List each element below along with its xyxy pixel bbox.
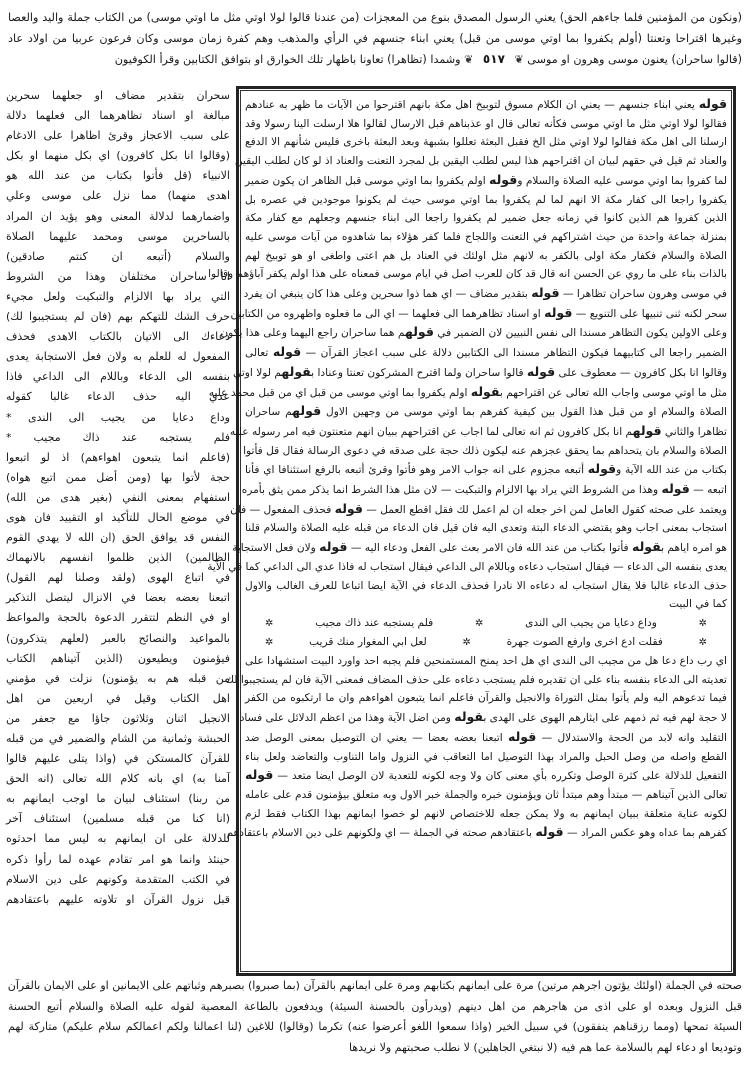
text-line: فيما تدعوهم اليه ولم يأتوا بمثل التوراة والانجيل والقرآن فاعلم انما يتبعون اهواءهم وان ما ارتكبوه من الكفر: [245, 692, 727, 705]
keyword-qawluhu: قوله: [535, 824, 564, 840]
keyword-qawluhu: قوله: [526, 363, 556, 379]
hemistich: فقلت ادع اخرى وارفع الصوت جهرة: [506, 635, 663, 648]
text-line: في الكتب المتقدمة وكونهم على دين الاسلام: [6, 872, 230, 886]
top-commentary: [8, 8, 742, 71]
text-line: تظاهرا والثاني قولهم انا بكل كافرون ثم انه تعالى لما اجاب عن اقتراحهم ببيان انهم متعنتون فيه امر رسوله عليه: [229, 422, 727, 438]
text-line: لا حجة لهم فيه ثم ذمهم على ايثارهم الهوى على الهدى بقوله ومن اضل الآية وهذا من اعظم الدلائل على فساد: [239, 709, 727, 725]
text-line: الصلاة والسلام فكفار مكة اولى بالكفر به لانهم مثل اولئك في العناد بل هم اعتى واطغى او هو توبيخ لهم: [245, 249, 727, 262]
text-line: حينئذ وانما هو امر تقادم عهده لما رأوا ذكره: [6, 852, 230, 866]
keyword-qawluhu: قوله: [292, 403, 322, 419]
poem-verse: [245, 614, 727, 633]
text-line: فقالوا لولا اوتي مثل ما اوتي موسى فكأنه تعالى قال او عذبناهم قبل الارسال لقالوا هلا ارسلت الينا رسولا وقد: [245, 117, 727, 130]
text-line: اهدى منهما) مما نزل على موسى وعلي: [6, 189, 230, 203]
text-line: الحبشة وثمانية من الشام والضمير في من قبله: [6, 732, 230, 745]
text-line: (وقالوا انا بكل كافرون) اي بكل منهما او بكل: [6, 149, 230, 163]
text-line: انا ساحران مختلفان وهذا من الشروط: [6, 269, 230, 283]
text-line: (فاعلم انما يتبعون اهواءهم) اذ لو اتبعوا: [6, 450, 230, 464]
keyword-qawluhu: قوله: [454, 709, 484, 725]
text-line: التي يراد بها الالزام والتبكيت ولعل مجيء: [6, 289, 230, 303]
keyword-qawluhu: قوله: [319, 539, 348, 555]
text-line: والعناد ثم قيل في حقهم لبيان ان اقتراحهم هذا ليس لطلب اليقين بل لمجرد التعنت والعناد اذ لو كان لطلب اليقين: [234, 155, 727, 168]
gloss-lines: [207, 95, 727, 614]
keyword-qawluhu: قوله: [272, 344, 302, 360]
text-line: السيئة تمحها (ومما رزقناهم ينفقون) في سبيل الخير (واذا سمعوا اللغو أعرضوا عنه) تكرما (وقالوا) للاغين (لنا اعمالنا ولكم اعمالكم سلام عليكم) متاركة لهم: [8, 1020, 742, 1034]
keyword-qawluhu: قوله: [489, 171, 518, 187]
text-line: والسلام (أتبعه ان كنتم صادقين): [6, 249, 230, 263]
text-line: عدي اليه حذف الدعاء غالبا كقوله: [6, 390, 230, 404]
text-line: من ربنا) استئناف لبيان ما اوجب ايمانهم به: [6, 792, 230, 806]
text-line: الضمير راجعا الى كتابيهما فيكون التظاهر مسندا الى الكتابين دلالة على سبب اعجاز القرآن — قوله تعالى: [245, 344, 727, 360]
star-icon: ✲: [462, 636, 471, 648]
star-icon: ✲: [698, 617, 707, 629]
poem-verse: [245, 633, 727, 652]
text-line: ارسلنا الى اهل مكة فقالوا لولا اوتي مثل الخ فقبل البعثة تعللوا بشبهة وبعد البعثة باخرى فليس شأنهم الا الدفع: [245, 136, 727, 149]
ornament-icon: ❦: [514, 53, 524, 66]
text-line: مبالغة او اسناد تظاهرهما الى فعلهما دلالة: [6, 109, 230, 123]
keyword-qawluhu: قوله: [245, 767, 274, 783]
star-icon: ✲: [265, 617, 274, 629]
keyword-qawluhu: قوله: [661, 481, 690, 497]
star-icon: ✲: [265, 636, 274, 648]
text-line: كفرهم بما عداه وهو عكس المراد — قوله باعتقادهم صحته في الجملة — اي ولكونهم على دين الاسلام باعتقادهم: [226, 824, 727, 840]
text-line: واضمارهما لدلالة المعنى وهو يؤيد ان المراد: [6, 209, 230, 223]
keyword-qawluhu: قوله: [587, 461, 617, 477]
gloss-lines: [225, 652, 727, 843]
text-line: بالساحرين موسى ومحمد عليهما الصلاة: [6, 229, 230, 243]
text-line: حرف الشك للتهكم بهم (فان لم يستجيبوا لك): [6, 310, 230, 324]
text-line: او في النظم لتتقرر الدعوة بالحجة والمواعظ: [6, 611, 230, 625]
text-line: وعلى الاولين يكون التظاهر مسندا الى نفس النبيين لان الضمير في قولهم هما ساحران راجع اليهما وعلى هذا يكون: [220, 324, 727, 340]
text-line: الصلاة والسلام او من قبل هذا القول بين كيفية كفرهم بما اوتي موسى من وجهين الاول قولهم ساحران: [245, 403, 727, 419]
text-line: على سبب الاعجاز وقرئ اظاهرا على الادغام: [6, 129, 230, 143]
top-line-with-page-number: [8, 49, 742, 71]
keyword-qawluhu: قوله: [507, 728, 537, 744]
text-line: وداع دعايا من يجيب الى الندى *: [6, 410, 230, 424]
text-line: التقليد وانه لابد من الحجة والاستدلال — قوله اتبعنا بعضه بعضا — يعني ان التوصيل بمعنى الوصل ضد: [245, 728, 727, 744]
keyword-qawluhu: قوله: [281, 363, 312, 379]
gloss-box: [207, 86, 736, 976]
hemistich: فلم يستجبه عند ذاك مجيب: [315, 616, 434, 629]
text-line: دعاءك الى الاتيان بالكتاب الاهدى فحذف: [6, 330, 230, 344]
text-line: قوله يعني ابناء جنسهم — يعني ان الكلام مسوق لتوبيخ اهل مكة بانهم اقترحوا من الآيات ما ظهر به عنادهم: [245, 96, 727, 111]
text-line: في موضع الحال للتأكيد او التقييد فان هوى: [6, 510, 230, 524]
text-line: تعديته الى الدعاء بنفسه بناء على ان تقديره فلم يستجب دعاءه على حذف المضاف فمعنى الآية فان لم يستجيبوا لك: [225, 673, 727, 686]
top-line: وغيرها اقتراحا وتعنتا (أولم يكفروا بما اوتي موسى من قبل) يعني ابناء جنسهم في الرأي والمذهب وهم كفرة زمان موسى وكان فرعون عربيا من اولاد عاد: [8, 31, 742, 45]
text-line: قبل نزول القرآن او تلاوته عليهم باعتقادهم: [6, 892, 230, 906]
text-line: بالمواعيد والنصائح بالعبر (لعلهم يتذكرون): [6, 631, 230, 645]
star-icon: ✲: [698, 636, 707, 648]
text-line: لما كفروا بما اوتي موسى عليه الصلاة والسلام وقوله اولم يكفروا بما اوتي موسى قبل الظاهر ان يكون ضمير: [245, 171, 727, 187]
poem: [245, 614, 727, 652]
hemistich: لعل ابي المغوار منك قريب: [309, 635, 427, 648]
text-line: آمنا به) اي بانه كلام الله تعالى (انه الحق: [6, 772, 230, 786]
text-line: يعدى بنفسه الى الدعاء — فيقال استجاب دعاءه وباللام الى الداعي فيقال استجاب له فاذا عدي الى الداعي كما في الآية: [207, 560, 727, 573]
text-line: اهل الكتاب وقيل في اربعين من اهل: [6, 691, 230, 705]
ornament-icon: ❦: [464, 53, 474, 66]
top-line: (ونكون من المؤمنين فلما جاءهم الحق) يعني الرسول المصدق بنوع من المعجزات (من عندنا قالوا لولا اوتي مثل ما اوتي موسى) من الكتاب جملة واليد والعصا: [8, 11, 742, 24]
bottom-commentary: [8, 976, 742, 1058]
side-commentary: [6, 86, 230, 910]
text-line: الذين كفروا هم الذين كانوا في زمانه جعل ضمير لم يكفروا راجعا الى ابناء جنسهم وجعلهم مع كفار مكة: [245, 212, 727, 225]
text-line: سحران بتقدير مضاف او جعلهما سحرين: [6, 89, 230, 102]
keyword-qawluhu: قوله: [632, 539, 662, 555]
text-line: فلم يستجبه عند ذاك مجيب *: [6, 430, 230, 444]
text-line: بنفسه الى الدعاء وباللام الى الداعي فاذا: [6, 370, 230, 384]
text-line: الانبياء (قل فأتوا بكتاب من عند الله هو: [6, 169, 230, 183]
text-line: بكتاب من عند الله الآية وقوله أتبعه مجزوم على انه جواب الامر وهو فأتوا وقرئ أتبعه بالرفع استئنافا اي فأنا: [245, 461, 727, 477]
text-line: قبل النزول وبعده او على اذى من هاجرهم من اهل دينهم (ويدرأون بالحسنة السيئة) ويدفعون بالطاعة المعصية لقوله عليه الصلاة والسلام أتبع الحسنة: [8, 999, 742, 1013]
text-line: القطع واصله من وصل الحبل والمراد بهذا التوصيل اما التعاقب في النزول واما التناوب والتعاضد ولعل بناء: [245, 750, 727, 763]
text-line: تعالى الذين آتيناهم — مبتدأ وهم مبتدأ ثان ويؤمنون خبره والجملة خبر الاول وبه متعلق بيؤمنون قدم على عامله: [245, 788, 727, 801]
keyword-qawluhu: قوله: [470, 383, 500, 399]
keyword-qawluhu: قوله: [544, 304, 573, 320]
keyword-qawluhu: قوله: [698, 96, 727, 111]
page-number: ٥١٧: [482, 52, 505, 66]
text-line: صحته في الجملة (اولئك يؤتون اجرهم مرتين) مرة على ايمانهم بكتابهم ومرة على ايمانهم بالقرآن (بما صبروا) بصبرهم وثباتهم على الايمانين او على الايمان بالقرآن: [7, 979, 742, 992]
text-line: اي رب داع دعا هل من مجيب الى الندى اي هل احد يمنح المستمنحين فلم يجبه احد واورد البيت استشهادا على: [245, 654, 727, 667]
keyword-qawluhu: قوله: [404, 324, 434, 340]
text-line: لكونه عناية متعلقة ببيان ايمانهم به ولا يمكن جعله للاختصاص لانهم لو خصوا ايمانهم بهذا الكتاب فقط لزم: [245, 807, 727, 820]
text-line: مثل ما اوتي موسى واجاب الله تعالى عن اقتراحهم بقوله اولم يكفروا بما اوتي موسى من قبل اي من قبل محمد عليه: [208, 383, 727, 399]
text-line: بمنزلة جماعة واحدة من حيث اشتراكهم في التعنت واللجاج فلما كفر هؤلاء بما شاهدوه من آيات موسى عليه: [245, 230, 727, 243]
text-line: الانجيل اثنان وثلاثون جاؤا مع جعفر من: [6, 711, 230, 725]
text-line: وقالوا انا بكل كافرون — معطوف على قوله قالوا ساحران ولما اقترح المشركون تعنتا وعنادا بقولهم لولا اوتي: [233, 363, 727, 379]
text-line: هو امره اياهم بقوله فأتوا بكتاب من عند الله فان الامر بعث على الفعل ودعاء اليه — قوله ولان فعل الاستجابة: [232, 539, 727, 555]
text-line: فيؤمنون ويطيعون (الذين آتيناهم الكتاب: [6, 651, 230, 665]
text-line: حجة لأتوا بها (ومن أضل ممن اتبع هواه): [6, 470, 230, 484]
hemistich: وداع دعايا من يجيب الى الندى: [525, 616, 657, 629]
top-line-segment: وشمدا (تظاهرا) تعاونا باظهار تلك الخوارق او بتوافق الكتابين وقرأ الكوفيون: [114, 53, 461, 66]
text-line: للقرآن كالمستكن في (واذا يتلى عليهم قالوا: [6, 752, 230, 766]
text-line: كما في البيت: [669, 598, 727, 611]
text-line: من قبله هم به يؤمنون) نزلت في مؤمني: [6, 671, 230, 685]
text-line: وتوديعا او دعاء لهم بالسلامة عما هم فيه (لا نبتغي الجاهلين) لا نطلب صحبتهم ولا نريدها: [348, 1040, 742, 1054]
text-line: في اتباع الهوى (ولقد وصلنا لهم القول): [6, 571, 230, 585]
text-line: حذف الدعاء غالبا فلا يقال استجاب له دعاءه الا نادرا فحذف الدعاء في الآية ايضا اتباعا للعرف الغالب والاول: [245, 579, 727, 592]
keyword-qawluhu: قوله: [531, 285, 560, 301]
text-line: الصلاة والسلام بان يتحداهم بما يحقق عجزهم عنه ليكون ذلك حجة على صدقه في دعوى الرسالة فقال قل فأتوا: [243, 444, 727, 457]
text-line: بالذات بناء على ما روي عن الحسن انه قال قد كان للعرب اصل في ايام موسى فمعناه على هذا اولم يكفر آباؤهم وقالوا: [208, 268, 727, 281]
keyword-qawluhu: قوله: [334, 500, 363, 516]
text-line: اتبعه — قوله وهذا من الشروط التي يراد بها الالزام والتبكيت — لان مثل هذا الشرط انما يذكر ممن يثق بأمره: [241, 481, 727, 497]
keyword-qawluhu: قوله: [632, 422, 662, 438]
text-line: للدلالة على ان ايمانهم به ليس مما احدثوه: [6, 832, 230, 846]
text-line: سحر لكنه ثنى تنبيها على التنويع — قوله او اسناد تظاهرهما الى فعلهما — اي الى ما فعلوه واظهروه من الكتابين: [230, 304, 727, 320]
text-line: استجاب بمعنى اجاب وهو يقتضي الدعاء البتة وتعدى اليه فان قيل فان الدعاء من قبله عليه الصلاة والسلام قلنا: [245, 522, 727, 535]
text-line: يكفروا راجعا الى كفار مكة الا انهم لما لم يكفروا بما اوتي موسى حيث لم يكونوا موجودين في عصره بل: [245, 193, 727, 206]
text-line: ويعتمد على صحته كقول العامل لمن اخر جعله ان لم اعمل لك فقل اقطع العمل — قوله فحذف المفعول — فان: [230, 500, 727, 516]
text-line: اتبعنا بعضه بعضا في الانزال ليتصل التذكير: [6, 591, 230, 605]
text-line: الظالمين) الذين ظلموا انفسهم بالانهماك: [6, 551, 230, 565]
text-line: (انا كنا من قبله مسلمين) استئناف آخر: [6, 812, 230, 826]
text-line: التفعيل للدلالة على كثرة الوصل وتكرره بأي معنى كان ولا وجه لكونه للتعدية لان الوصل ايضا متعد — قوله: [245, 767, 727, 783]
star-icon: ✲: [474, 617, 484, 629]
text-line: المفعول له للعلم به ولان فعل الاستجابة يعدى: [6, 350, 230, 364]
text-line: في موسى وهرون ساحران تظاهرا — قوله بتقدير مضاف — اي هما ذوا سحرين وعلى هذا كان ينبغي ان يفرد: [243, 285, 727, 301]
text-line: استفهام بمعنى النفي (بغير هدى من الله): [6, 490, 230, 504]
top-line-segment: (قالوا ساحران) يعنون موسى وهرون او موسى: [527, 53, 742, 66]
text-line: النفس قد يوافق الحق (ان الله لا يهدي القوم: [6, 531, 230, 545]
